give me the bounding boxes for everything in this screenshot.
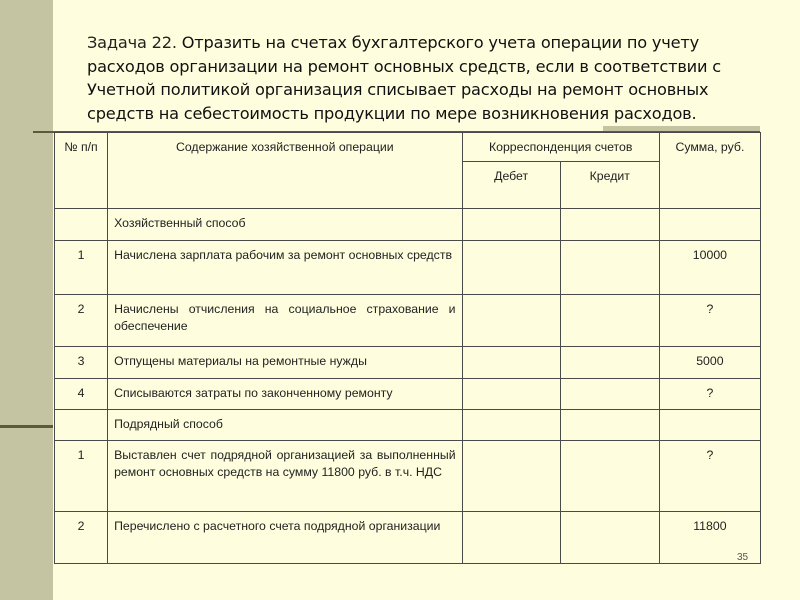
row-debit	[462, 379, 560, 410]
row-desc: Начислены отчисления на социальное страхование и обеспечение	[108, 295, 463, 347]
row-debit	[462, 512, 560, 564]
header-correspondence: Корреспонденция счетов	[462, 133, 659, 162]
row-desc: Выставлен счет подрядной организацией за выполненный ремонт основных средств на сумму 11800 руб. в т.ч. НДС	[108, 441, 463, 512]
header-sum: Сумма, руб.	[659, 133, 760, 209]
row-num: 1	[55, 241, 108, 295]
row-desc: Отпущены материалы на ремонтные нужды	[108, 347, 463, 379]
row-sum: 10000	[659, 241, 760, 295]
row-credit	[560, 295, 659, 347]
operations-table	[54, 132, 761, 564]
row-sum: ?	[659, 441, 760, 512]
row-credit	[560, 441, 659, 512]
row-desc: Списываются затраты по законченному ремонту	[108, 379, 463, 410]
row-desc: Начислена зарплата рабочим за ремонт основных средств	[108, 241, 463, 295]
section-row	[55, 209, 761, 241]
table-row	[55, 379, 761, 410]
task-title	[87, 31, 737, 125]
row-debit	[462, 347, 560, 379]
row-num: 4	[55, 379, 108, 410]
side-decor-bar	[0, 0, 53, 600]
task-text: Отразить на счетах бухгалтерского учета операции по учету расходов организации на ремонт основных средств, если в соответствии с Учетной политикой организация списывает расходы на ремонт основных средств на себестоимость продукции по мере возникновения расходов.	[87, 33, 721, 123]
row-num: 2	[55, 512, 108, 564]
section-title: Подрядный способ	[108, 410, 463, 441]
row-credit	[560, 379, 659, 410]
header-num: № п/п	[55, 133, 108, 209]
section-row	[55, 410, 761, 441]
row-desc: Перечислено с расчетного счета подрядной организации	[108, 512, 463, 564]
task-label: Задача 22.	[87, 33, 177, 52]
row-sum: 5000	[659, 347, 760, 379]
row-credit	[560, 512, 659, 564]
header-debit: Дебет	[462, 162, 560, 209]
table-header-row	[55, 133, 761, 162]
row-num: 2	[55, 295, 108, 347]
row-debit	[462, 241, 560, 295]
table-row	[55, 512, 761, 564]
table-row	[55, 295, 761, 347]
row-sum: ?	[659, 379, 760, 410]
header-credit: Кредит	[560, 162, 659, 209]
row-sum: ?	[659, 295, 760, 347]
section-title: Хозяйственный способ	[108, 209, 463, 241]
row-credit	[560, 347, 659, 379]
row-num: 1	[55, 441, 108, 512]
side-divider-line	[0, 425, 53, 428]
row-sum: 11800	[659, 512, 760, 564]
row-credit	[560, 241, 659, 295]
row-num: 3	[55, 347, 108, 379]
row-debit	[462, 295, 560, 347]
table-row	[55, 441, 761, 512]
table-row	[55, 347, 761, 379]
row-debit	[462, 441, 560, 512]
page-number: 35	[737, 552, 749, 563]
header-content: Содержание хозяйственной операции	[108, 133, 463, 209]
table-row	[55, 241, 761, 295]
